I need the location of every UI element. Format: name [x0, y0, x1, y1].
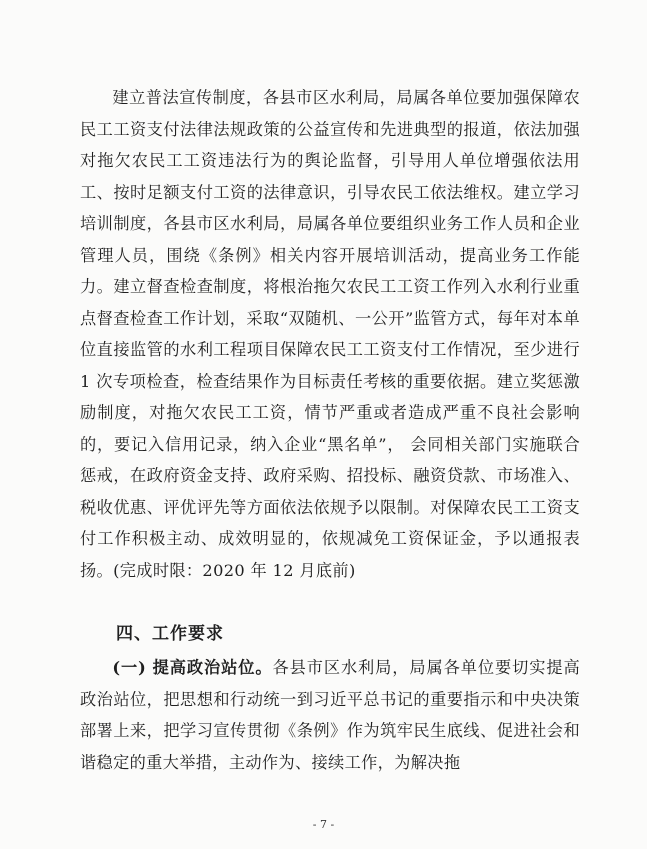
- paragraph-body: 各县市区水利局，局属各单位要切实提高政治站位，把思想和行动统一到习近平总书记的重要指示和中央决策部署上来，把学习宣传贯彻《条例》作为筑牢民生底线、促进社会和谐稳定的重大举措，主动作为、接续工作，为解决拖: [80, 658, 580, 772]
- paragraph-lead: (一) 提高政治站位。: [112, 658, 273, 677]
- paragraph-text: 建立普法宣传制度，各县市区水利局，局属各单位要加强保障农民工工资支付法律法规政策的公益宣传和先进典型的报道，依法加强对拖欠农民工工资违法行为的舆论监督，引导用人单位增强依法用工、按时足额支付工资的法律意识，引导农民工依法维权。建立学习培训制度，各县市区水利局，局属各单位要组织业务工作人员和企业管理人员，围绕《条例》相关内容开展培训活动，提高业务工作能力。建立督查检查制度，将根治拖欠农民工工资工作列入水利行业重点督查检查工作计划，采取“双随机、一公开”监管方式，每年对本单位直接监管的水利工程项目保障农民工工资支付工作情况，至少进行 1 次专项检查，检查结果作为目标责任考核的重要依据。建立奖惩激励制度，对拖欠农民工工资，情节严重或者造成严重不良社会影响的，要记入信用记录，纳入企业“黑名单”， 会同相关部门实施联合惩戒，在政府资金支持、政府采购、招投标、融资贷款、市场准入、税收优惠、评优评先等方面依法依规予以限制。对保障农民工工资支付工作积极主动、成效明显的，依规减免工资保证金，予以通报表扬。(完成时限：2020 年 12 月底前): [80, 88, 580, 580]
- page-number: - 7 -: [312, 818, 335, 831]
- body-paragraph-2: [80, 652, 580, 778]
- paragraph-text: [80, 652, 580, 778]
- section-heading: 四、工作要求: [116, 624, 224, 644]
- body-paragraph-1: [80, 82, 580, 586]
